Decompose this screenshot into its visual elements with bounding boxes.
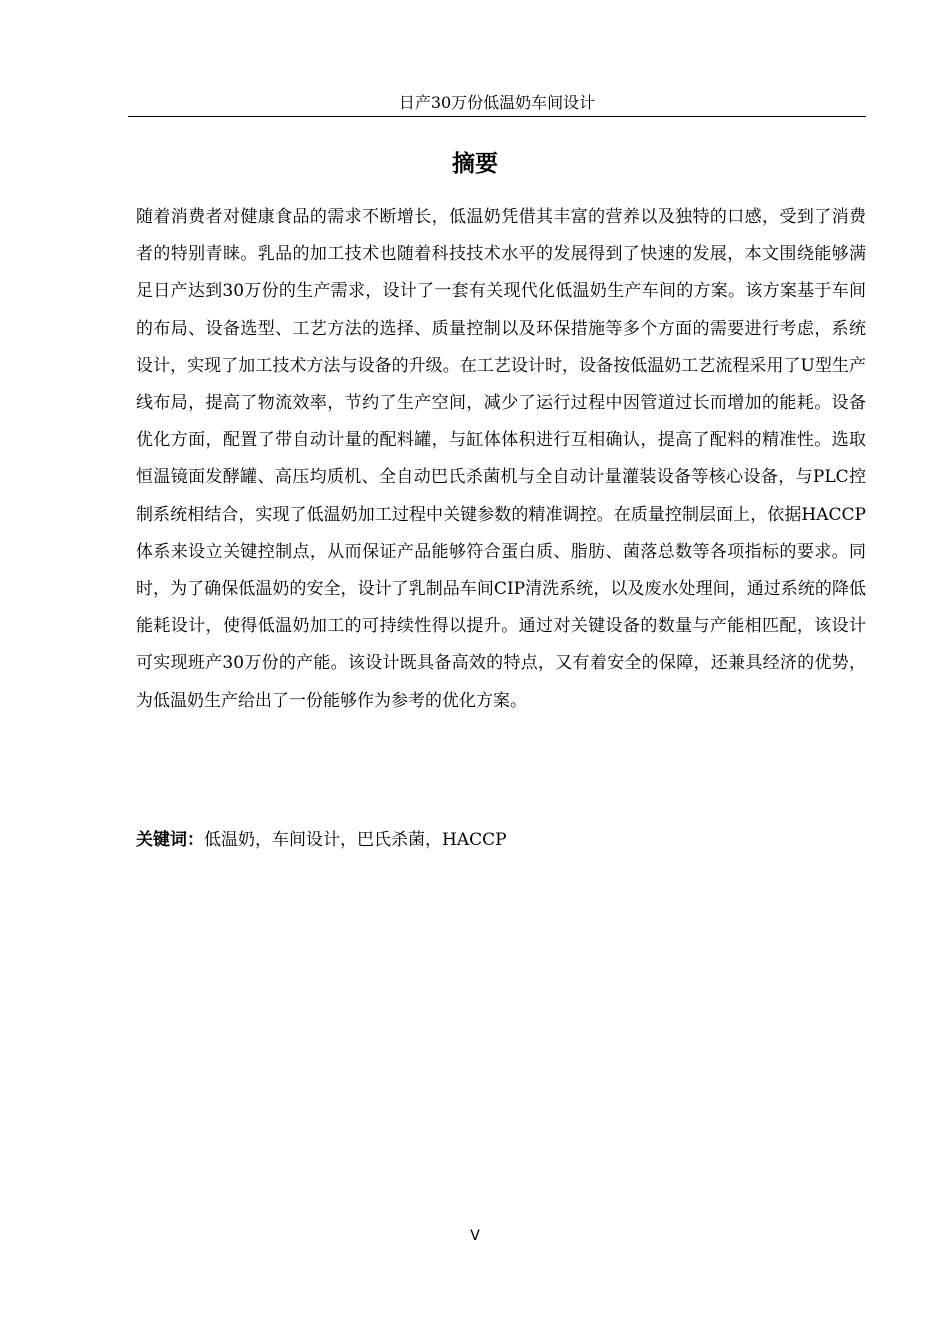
keywords-text: 低温奶，车间设计，巴氏杀菌，HACCP <box>204 830 507 850</box>
running-header-title: 日产30万份低温奶车间设计 <box>398 93 596 112</box>
keywords-line <box>136 825 866 855</box>
running-header <box>128 92 866 117</box>
abstract-title: 摘要 <box>452 151 498 177</box>
page-number: V <box>470 1228 480 1244</box>
abstract-body: 随着消费者对健康食品的需求不断增长，低温奶凭借其丰富的营养以及独特的口感，受到了消费者的特别青睐。乳品的加工技术也随着科技技术水平的发展得到了快速的发展，本文围绕能够满足日产达到30万份的生产需求，设计了一套有关现代化低温奶生产车间的方案。该方案基于车间的布局、设备选型、工艺方法的选择、质量控制以及环保措施等多个方面的需要进行考虑，系统设计，实现了加工技术方法与设备的升级。在工艺设计时，设备按低温奶工艺流程采用了U型生产线布局，提高了物流效率，节约了生产空间，减少了运行过程中因管道过长而增加的能耗。设备优化方面，配置了带自动计量的配料罐，与缸体体积进行互相确认，提高了配料的精准性。选取恒温镜面发酵罐、高压均质机、全自动巴氏杀菌机与全自动计量灌装设备等核心设备，与PLC控制系统相结合，实现了低温奶加工过程中关键参数的精准调控。在质量控制层面上，依据HACCP体系来设立关键控制点，从而保证产品能够符合蛋白质、脂肪、菌落总数等各项指标的要求。同时，为了确保低温奶的安全，设计了乳制品车间CIP清洗系统，以及废水处理间，通过系统的降低能耗设计，使得低温奶加工的可持续性得以提升。通过对关键设备的数量与产能相匹配，该设计可实现班产30万份的产能。该设计既具备高效的特点，又有着安全的保障，还兼具经济的优势，为低温奶生产给出了一份能够作为参考的优化方案。 <box>136 207 866 711</box>
keywords-label: 关键词： <box>136 830 204 850</box>
